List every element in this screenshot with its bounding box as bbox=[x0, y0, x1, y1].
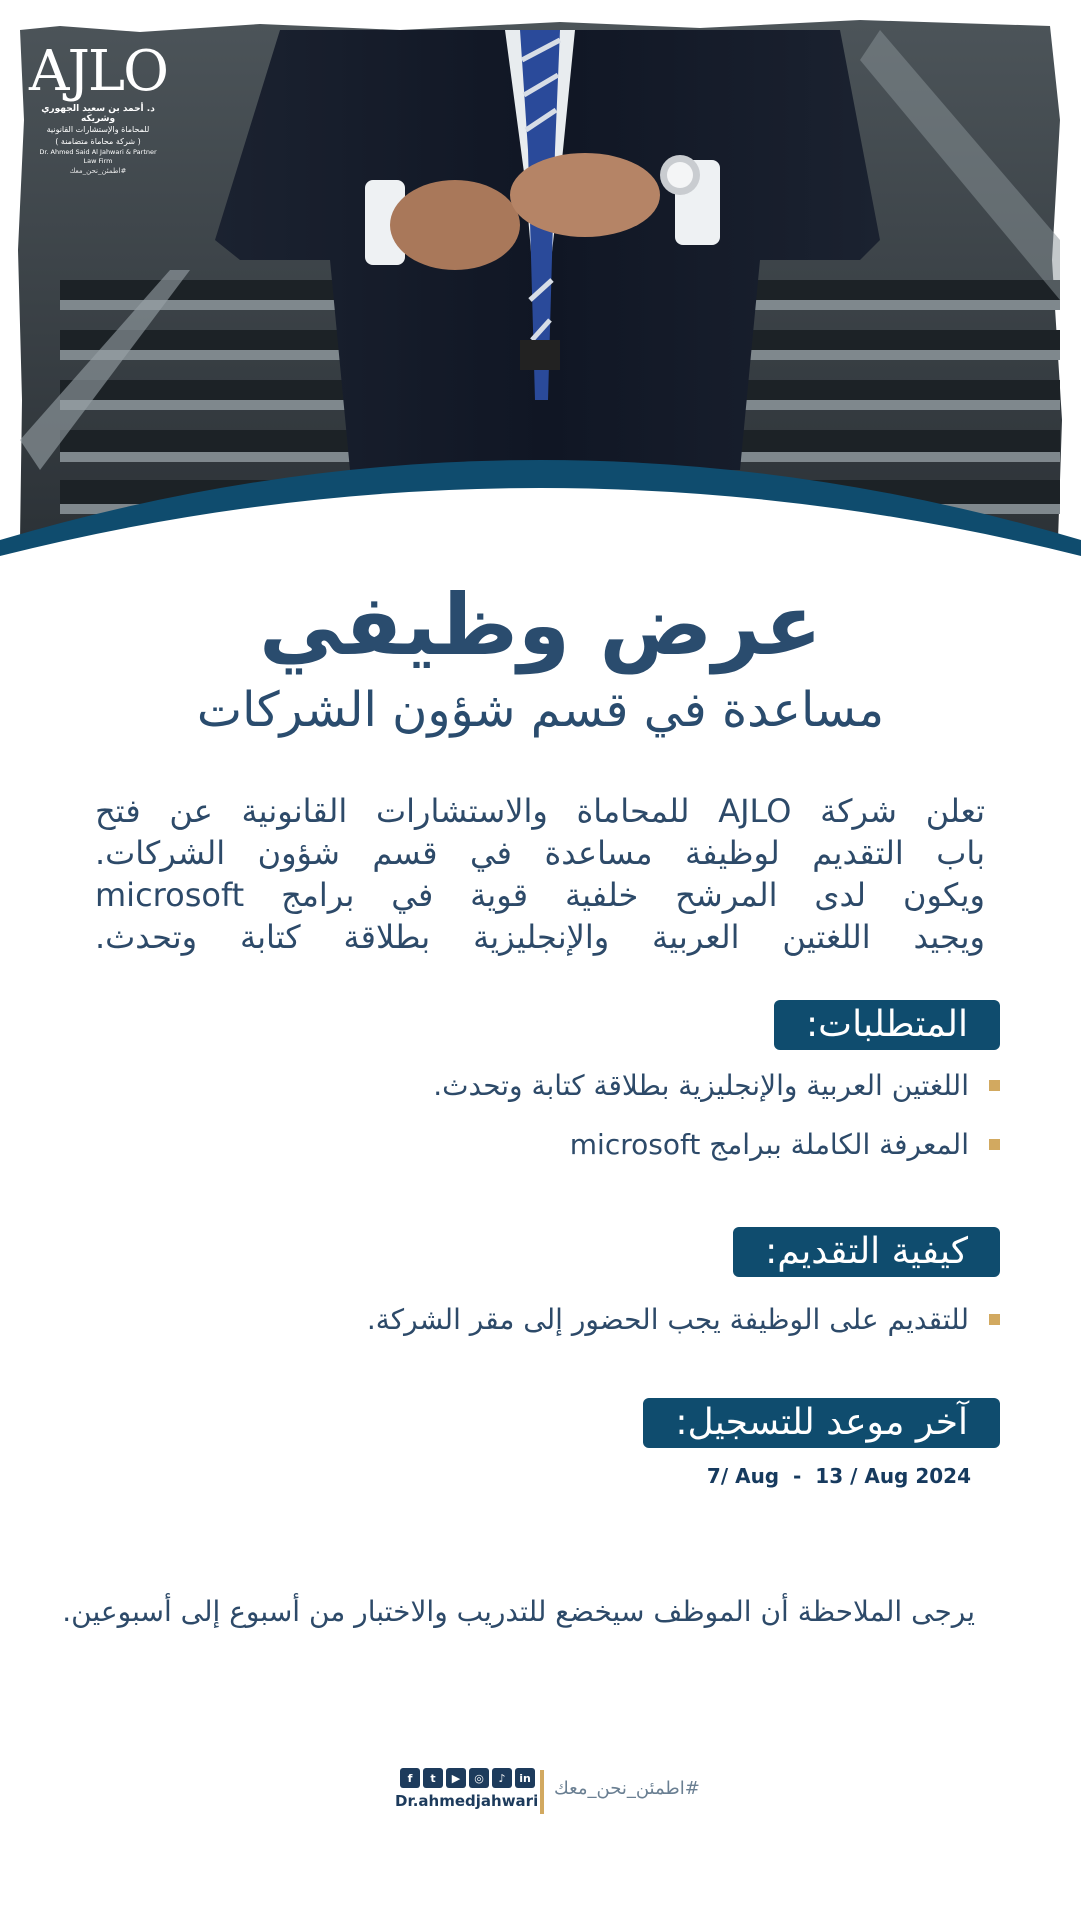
hero-photo bbox=[0, 0, 1081, 560]
intro-paragraph bbox=[95, 790, 985, 958]
logo-mark: AJLO bbox=[29, 39, 167, 104]
requirement-text: اللغتين العربية والإنجليزية بطلاقة كتابة وتحدث. bbox=[433, 1068, 969, 1102]
deadline-dates: 7/ Aug - 13 / Aug 2024 bbox=[706, 1464, 971, 1488]
bullet-icon bbox=[989, 1080, 1000, 1091]
intro-line: تعلن شركة AJLO للمحاماة والاستشارات القانونية عن فتح bbox=[95, 792, 986, 830]
youtube-icon[interactable]: ▶ bbox=[446, 1768, 466, 1788]
requirement-text: المعرفة الكاملة ببرامج microsoft bbox=[569, 1127, 969, 1161]
apply-item bbox=[367, 1299, 1000, 1339]
logo-line-ar-3: ( شركة محاماة متضامنة ) bbox=[55, 137, 141, 146]
tiktok-icon[interactable]: ♪ bbox=[492, 1768, 512, 1788]
how-to-apply-label: كيفية التقديم: bbox=[733, 1227, 1000, 1277]
deadline-label: آخر موعد للتسجيل: bbox=[643, 1398, 1000, 1448]
bullet-icon bbox=[989, 1139, 1000, 1150]
requirement-item bbox=[433, 1065, 1000, 1105]
firm-logo bbox=[28, 39, 168, 177]
logo-line-en-2: Law Firm bbox=[83, 157, 113, 165]
intro-line: ويكون لدى المرشح خلفية قوية في برامج microsoft bbox=[95, 876, 985, 914]
page-subtitle: مساعدة في قسم شؤون الشركات bbox=[196, 682, 885, 738]
requirement-item bbox=[570, 1124, 1000, 1164]
training-note: يرجى الملاحظة أن الموظف سيخضع للتدريب والاختبار من أسبوع إلى أسبوعين. bbox=[62, 1595, 975, 1628]
footer-hashtag: #اطمئن_نحن_معك bbox=[554, 1778, 700, 1799]
logo-line-ar-1: د. أحمد بن سعيد الجهوري وشريكه bbox=[41, 104, 155, 124]
intro-line: ويجيد اللغتين العربية والإنجليزية بطلاقة كتابة وتحدث. bbox=[95, 918, 985, 956]
bullet-icon bbox=[989, 1314, 1000, 1325]
footer bbox=[390, 1768, 710, 1816]
instagram-icon[interactable]: ◎ bbox=[469, 1768, 489, 1788]
apply-text: للتقديم على الوظيفة يجب الحضور إلى مقر الشركة. bbox=[366, 1302, 969, 1336]
linkedin-icon[interactable]: in bbox=[515, 1768, 535, 1788]
intro-line: باب التقديم لوظيفة مساعدة في قسم شؤون الشركات. bbox=[95, 834, 985, 872]
footer-divider bbox=[540, 1770, 544, 1814]
logo-line-ar-2: للمحاماة والإستشارات القانونية bbox=[46, 125, 150, 134]
social-icons bbox=[400, 1768, 535, 1788]
facebook-icon[interactable]: f bbox=[400, 1768, 420, 1788]
logo-line-en-1: Dr. Ahmed Said Al Jahwari & Partner bbox=[39, 148, 157, 156]
social-handle: Dr.ahmedjahwari bbox=[395, 1792, 539, 1810]
page-title: عرض وظيفي bbox=[259, 576, 822, 674]
logo-tagline: #اطمئن_نحن_معك bbox=[69, 167, 127, 175]
twitter-icon[interactable]: t bbox=[423, 1768, 443, 1788]
requirements-label: المتطلبات: bbox=[774, 1000, 1000, 1050]
